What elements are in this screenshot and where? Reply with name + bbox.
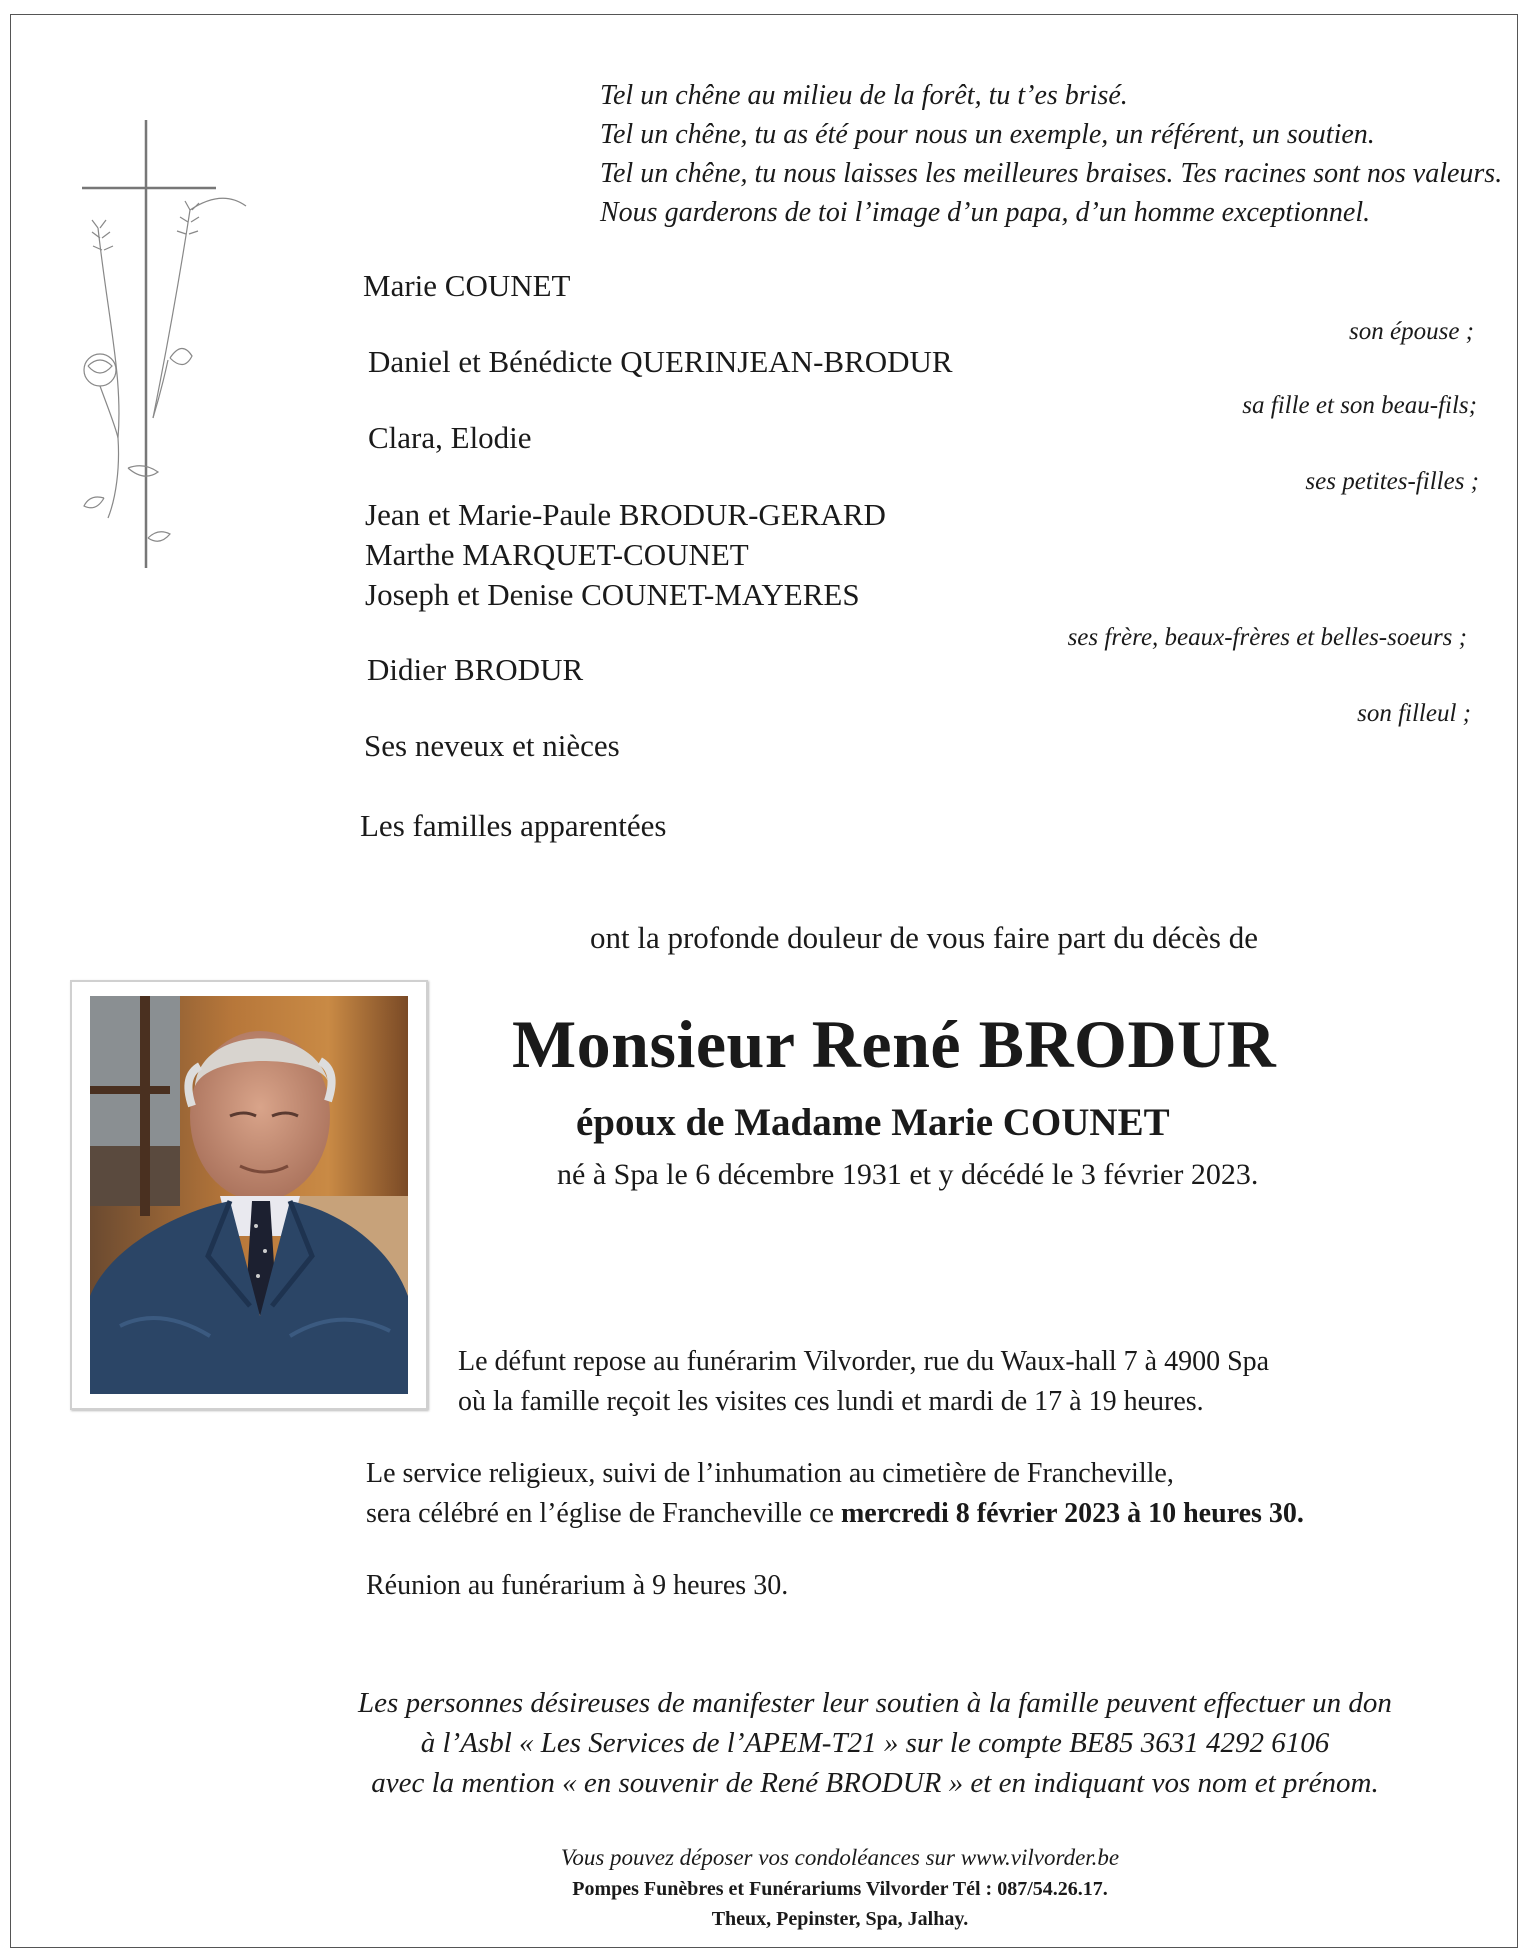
announcement: ont la profonde douleur de vous faire part du décès de [590,920,1258,955]
deceased-dates: né à Spa le 6 décembre 1931 et y décédé le 3 février 2023. [557,1158,1259,1191]
family-daughter: Daniel et Bénédicte QUERINJEAN-BRODUR [368,344,953,379]
service-line-2-text: sera célébré en l’église de Francheville ce [366,1498,841,1529]
poem-line: Nous garderons de toi l’image d’un papa, d’un homme exceptionnel. [600,197,1371,228]
service-line-2 [366,1494,1304,1534]
donation-line: à l’Asbl « Les Services de l’APEM-T21 » sur le compte BE85 3631 4292 6106 [420,1727,1330,1759]
donation-info [300,1683,1450,1803]
service-info [366,1454,1304,1534]
deceased-spouse-line: époux de Madame Marie COUNET [576,1101,1170,1144]
family-siblings [365,495,886,615]
donation-line: avec la mention « en souvenir de René BRODUR » et en indiquant vos nom et prénom. [371,1767,1379,1799]
condolences-line: Vous pouvez déposer vos condoléances sur www.vilvorder.be [560,1845,1120,1870]
poem-line: Tel un chêne, tu nous laisses les meilleures braises. Tes racines sont nos valeurs. [600,158,1503,189]
donation-line: Les personnes désireuses de manifester leur soutien à la famille peuvent effectuer un don [358,1687,1392,1719]
family-granddaughters-role: ses petites-filles ; [1305,468,1479,495]
family-relatives: Les familles apparentées [360,808,667,843]
service-line-1: Le service religieux, suivi de l’inhumation au cimetière de Francheville, [366,1458,1174,1489]
locations-line: Theux, Pepinster, Spa, Jalhay. [711,1908,969,1930]
visitation-line: où la famille reçoit les visites ces lundi et mardi de 17 à 19 heures. [458,1386,1204,1417]
footer [360,1842,1320,1934]
portrait-photo [70,980,428,1410]
meeting-info: Réunion au funérarium à 9 heures 30. [366,1570,789,1601]
family-spouse: Marie COUNET [363,268,571,303]
service-datetime: mercredi 8 février 2023 à 10 heures 30. [840,1498,1304,1529]
poem-line: Tel un chêne au milieu de la forêt, tu t’es brisé. [600,80,1128,111]
family-godson: Didier BRODUR [367,652,584,687]
sibling-name: Marthe MARQUET-COUNET [365,537,749,572]
family-godson-role: son filleul ; [1357,700,1471,727]
family-siblings-role: ses frère, beaux-frères et belles-soeurs ; [1067,624,1467,651]
portrait-image [90,996,408,1394]
visitation-line: Le défunt repose au funérarim Vilvorder, rue du Waux-hall 7 à 4900 Spa [458,1346,1270,1377]
deceased-name: Monsieur René BRODUR [512,1006,1277,1082]
visitation-info [458,1342,1269,1422]
company-line: Pompes Funèbres et Funérariums Vilvorder Tél : 087/54.26.17. [572,1878,1108,1900]
sibling-name: Joseph et Denise COUNET-MAYERES [365,577,860,612]
poem [600,76,1502,232]
family-nephews: Ses neveux et nièces [364,728,620,763]
family-spouse-role: son épouse ; [1349,318,1474,345]
cross-emblem-icon [78,118,248,578]
sibling-name: Jean et Marie-Paule BRODUR-GERARD [365,497,886,532]
family-daughter-role: sa fille et son beau-fils; [1242,392,1477,419]
poem-line: Tel un chêne, tu as été pour nous un exemple, un référent, un soutien. [600,119,1375,150]
family-granddaughters: Clara, Elodie [368,420,532,455]
